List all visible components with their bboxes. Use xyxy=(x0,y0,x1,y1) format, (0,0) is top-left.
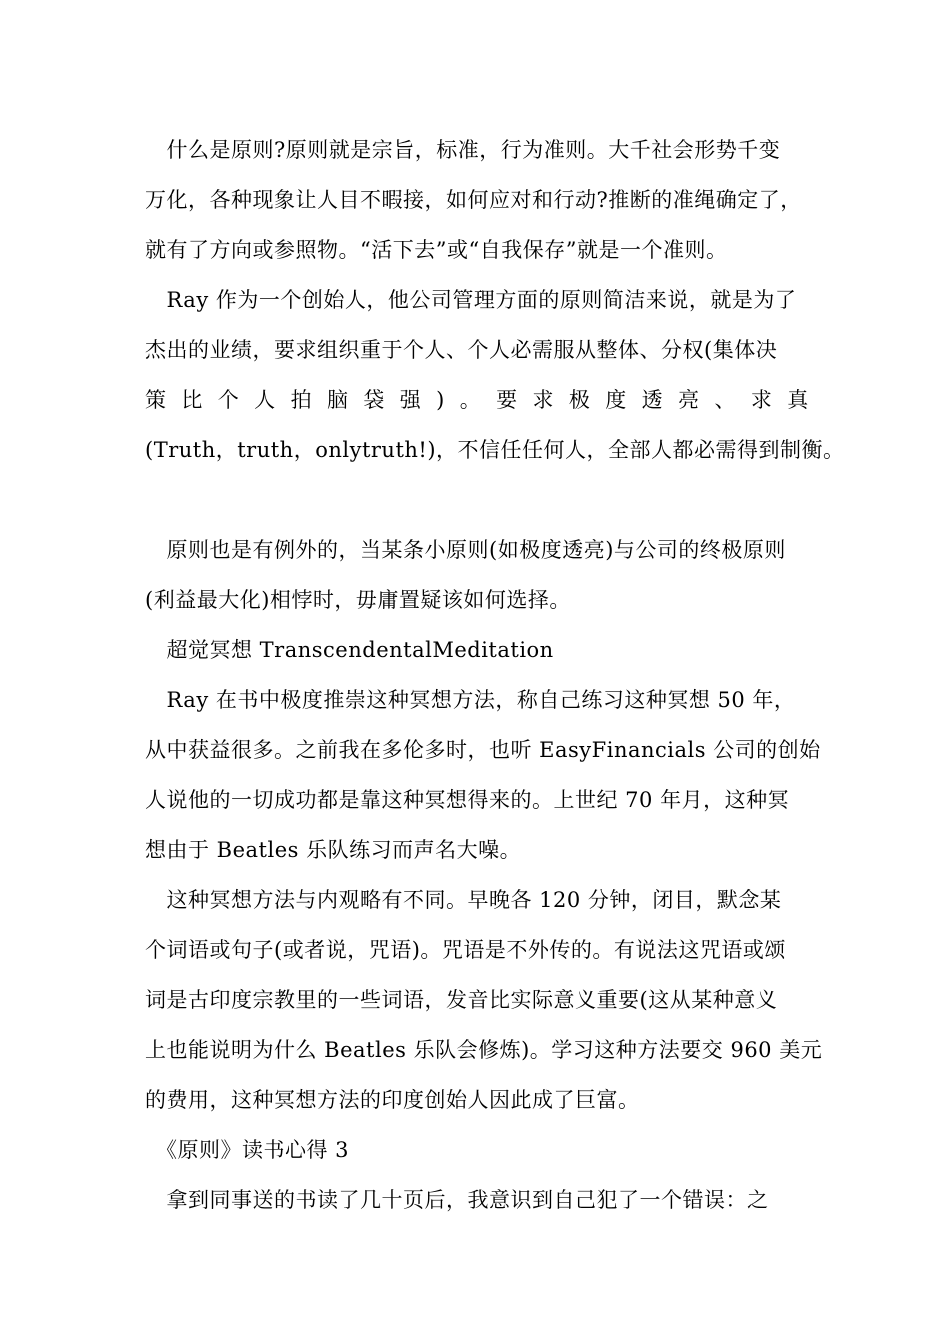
body-text xyxy=(145,125,845,1225)
spread-char: 比 xyxy=(181,388,203,412)
text-line: 什么是原则?原则就是宗旨，标准，行为准则。大千社会形势千变 xyxy=(145,138,781,162)
section-heading: 超觉冥想 TranscendentalMeditation xyxy=(145,638,554,662)
spread-char: 求 xyxy=(750,388,773,412)
text-line: 拿到同事送的书读了几十页后，我意识到自己犯了一个错误：之 xyxy=(145,1188,769,1212)
text-line: 的费用，这种冥想方法的印度创始人因此成了巨富。 xyxy=(145,1088,640,1112)
text-line: 词是古印度宗教里的一些词语，发音比实际意义重要(这从某种意义 xyxy=(145,988,778,1012)
text-line: Ray 在书中极度推崇这种冥想方法，称自己练习这种冥想 50 年， xyxy=(145,688,796,712)
text-line: 从中获益很多。之前我在多伦多时，也听 EasyFinancials 公司的创始 xyxy=(145,738,821,762)
spread-char: 透 xyxy=(641,388,664,412)
spread-char: 极 xyxy=(568,388,591,412)
spread-char: 强 xyxy=(399,388,422,412)
text-line: 上也能说明为什么 Beatles 乐队会修炼)。学习这种方法要交 960 美元 xyxy=(145,1038,823,1062)
text-line: 想由于 Beatles 乐队练习而声名大噪。 xyxy=(145,838,522,862)
spread-char: 度 xyxy=(605,388,627,412)
text-line: 个词语或句子(或者说，咒语)。咒语是不外传的。有说法这咒语或颂 xyxy=(145,938,786,962)
text-line: 这种冥想方法与内观略有不同。早晚各 120 分钟，闭目，默念某 xyxy=(145,888,782,912)
text-line: 就有了方向或参照物。“活下去”或“自我保存”就是一个准则。 xyxy=(145,238,728,262)
spread-char: 个 xyxy=(217,388,240,412)
spread-char: 求 xyxy=(532,388,554,412)
text-line: 人说他的一切成功都是靠这种冥想得来的。上世纪 70 年月，这种冥 xyxy=(145,788,790,812)
spread-char: 拍 xyxy=(290,388,313,412)
text-line: (Truth，truth，onlytruth!)，不信任任何人，全部人都必需得到制衡。 xyxy=(145,438,845,462)
section-heading: 《原则》读书心得 3 xyxy=(145,1138,350,1162)
spread-char: 。 xyxy=(459,388,482,412)
text-line: Ray 作为一个创始人，他公司管理方面的原则简洁来说，就是为了 xyxy=(145,288,797,312)
spread-char: 人 xyxy=(254,388,276,412)
text-line: 万化，各种现象让人目不暇接，如何应对和行动?推断的准绳确定了， xyxy=(145,188,802,212)
spread-char: 、 xyxy=(714,388,736,412)
text-line: (利益最大化)相悖时，毋庸置疑该如何选择。 xyxy=(145,588,571,612)
spread-char: ) xyxy=(436,388,445,412)
spread-char: 脑 xyxy=(326,388,349,412)
text-line-spread xyxy=(145,375,809,425)
spread-char: 要 xyxy=(496,388,518,412)
blank-line xyxy=(145,475,809,525)
text-line: 杰出的业绩，要求组织重于个人、个人必需服从整体、分权(集体决 xyxy=(145,338,778,362)
spread-char: 真 xyxy=(787,388,809,412)
spread-char: 亮 xyxy=(678,388,700,412)
spread-char: 策 xyxy=(145,388,167,412)
spread-char: 袋 xyxy=(363,388,385,412)
text-line: 原则也是有例外的，当某条小原则(如极度透亮)与公司的终极原则 xyxy=(145,538,786,562)
